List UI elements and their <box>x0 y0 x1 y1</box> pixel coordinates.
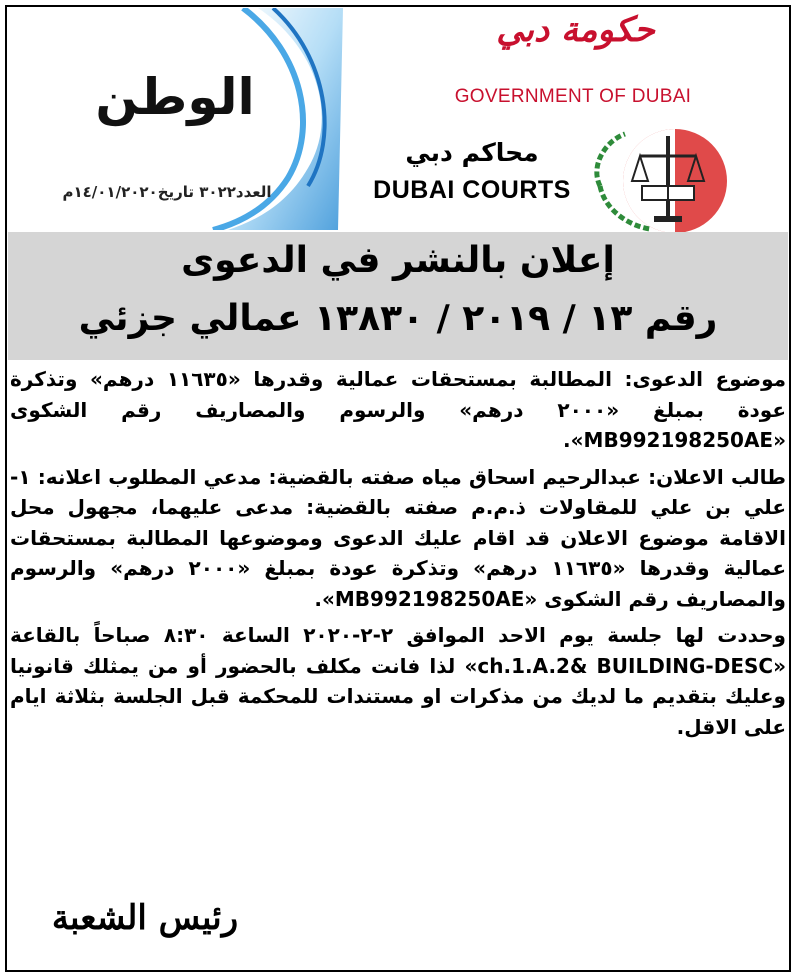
issue-date: العدد٣٠٢٢ تاريخ١٤/٠١/٢٠٢٠م <box>62 183 272 201</box>
hearing-paragraph: وحددت لها جلسة يوم الاحد الموافق ٢-٢-٢٠٢٠ الساعة ٨:٣٠ صباحاً بالقاعة «ch.1.A.2& BUILDING-DESC» لذا فانت مكلف بالحضور أو من يمثلك قانونيا وعليك بتقديم ما لديك من مذكرات او مستندات للمحكمة قبل الجلسة بثلاثة ايام على الاقل. <box>10 623 786 739</box>
dubai-courts-arabic: محاكم دبي <box>405 138 539 167</box>
case-subject-paragraph: موضوع الدعوى: المطالبة بمستحقات عمالية وقدرها «١١٦٣٥ درهم» وتذكرة عودة بمبلغ «٢٠٠٠ درهم» والرسوم والمصاريف رقم الشكوى «MB992198250AE». <box>10 367 786 452</box>
parties-paragraph: طالب الاعلان: عبدالرحيم اسحاق مياه صفته بالقضية: مدعي المطلوب اعلانه: ١- علي بن علي للمقاولات ذ.م.م صفته بالقضية: مدعى عليهما، مجهول محل الاقامة موضوع الاعلان قد اقام عليك الدعوى وموضوعها المطالبة بمستحقات عمالية وقدرها «١١٦٣٥ درهم» وتذكرة عودة بمبلغ «٢٠٠٠ درهم» والرسوم والمصاريف رقم الشكوى «MB992198250AE». <box>10 464 787 611</box>
government-of-dubai-english: GOVERNMENT OF DUBAI <box>454 86 692 107</box>
dubai-courts-emblem-icon <box>580 126 770 236</box>
government-of-dubai-arabic: حكومة دبي <box>496 10 655 50</box>
notice-title-box <box>8 232 788 360</box>
notice-title: إعلان بالنشر في الدعوى <box>181 240 615 281</box>
case-number: رقم ١٣ / ٢٠١٩ / ١٣٨٣٠ عمالي جزئي <box>78 298 718 339</box>
signature-title: رئيس الشعبة <box>51 898 239 938</box>
dubai-courts-english: DUBAI COURTS <box>373 176 571 204</box>
notice-body <box>10 364 786 748</box>
alwatan-logo: الوطن <box>95 68 255 126</box>
